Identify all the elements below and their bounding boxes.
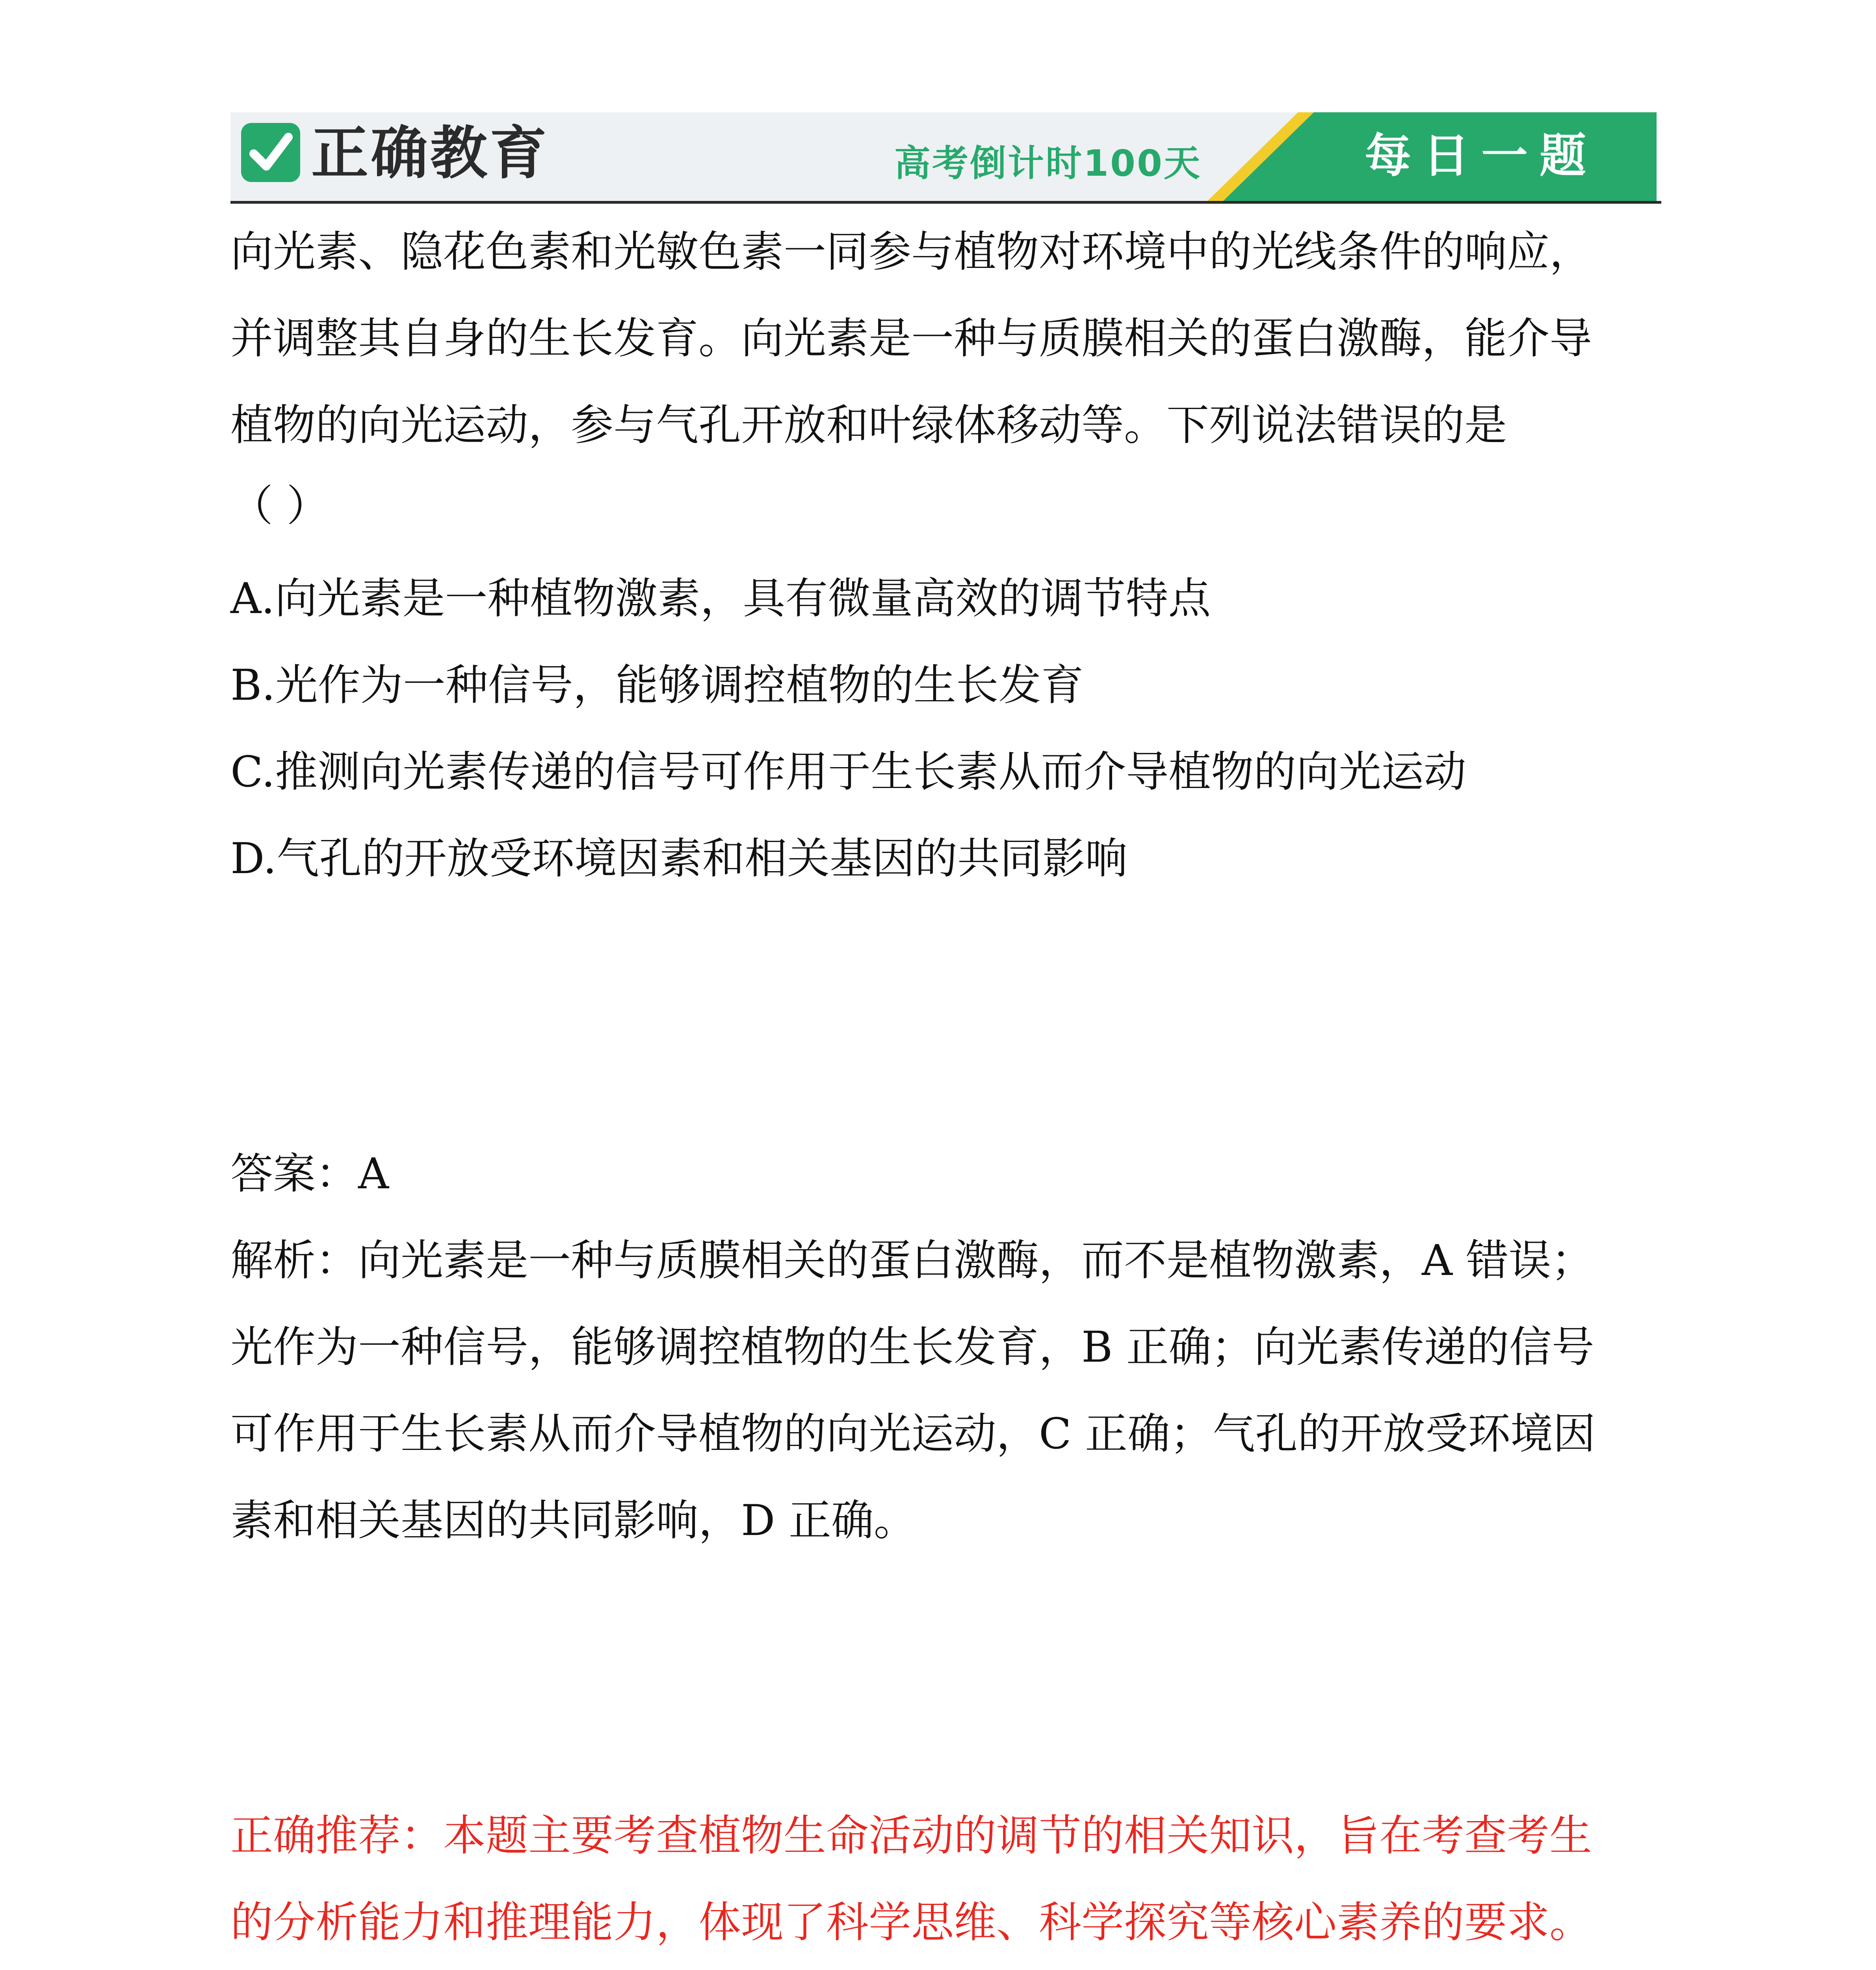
option-b: B.光作为一种信号，能够调控植物的生长发育: [230, 661, 1084, 710]
recommendation-line: 正确推荐：本题主要考查植物生命活动的调节的相关知识，旨在考查考生: [230, 1811, 1592, 1860]
answer-line: 答案：A: [230, 1149, 389, 1199]
check-icon: [241, 123, 300, 182]
daily-question-label: 每日一题: [1364, 128, 1598, 183]
option-d: D.气孔的开放受环境因素和相关基因的共同影响: [230, 834, 1128, 883]
question-stem-line: 并调整其自身的生长发育。向光素是一种与质膜相关的蛋白激酶，能介导: [230, 314, 1592, 363]
analysis-line: 素和相关基因的共同影响，D 正确。: [230, 1496, 916, 1545]
brand-name: 正确教育: [311, 120, 549, 187]
question-blank: （ ）: [230, 481, 329, 531]
analysis-line: 可作用于生长素从而介导植物的向光运动，C 正确；气孔的开放受环境因: [230, 1409, 1596, 1459]
analysis-line: 解析：向光素是一种与质膜相关的蛋白激酶，而不是植物激素，A 错误；: [230, 1236, 1594, 1285]
option-c: C.推测向光素传递的信号可作用于生长素从而介导植物的向光运动: [230, 747, 1467, 797]
analysis-line: 光作为一种信号，能够调控植物的生长发育，B 正确；向光素传递的信号: [230, 1323, 1594, 1372]
question-stem-line: 植物的向光运动，参与气孔开放和叶绿体移动等。下列说法错误的是: [230, 401, 1507, 450]
recommendation-line: 的分析能力和推理能力，体现了科学思维、科学探究等核心素养的要求。: [230, 1898, 1592, 1947]
question-stem-line: 向光素、隐花色素和光敏色素一同参与植物对环境中的光线条件的响应，: [230, 227, 1592, 277]
countdown-text: 高考倒计时100天: [894, 142, 1202, 184]
option-a: A.向光素是一种植物激素，具有微量高效的调节特点: [230, 574, 1211, 623]
header-divider: [230, 201, 1661, 204]
